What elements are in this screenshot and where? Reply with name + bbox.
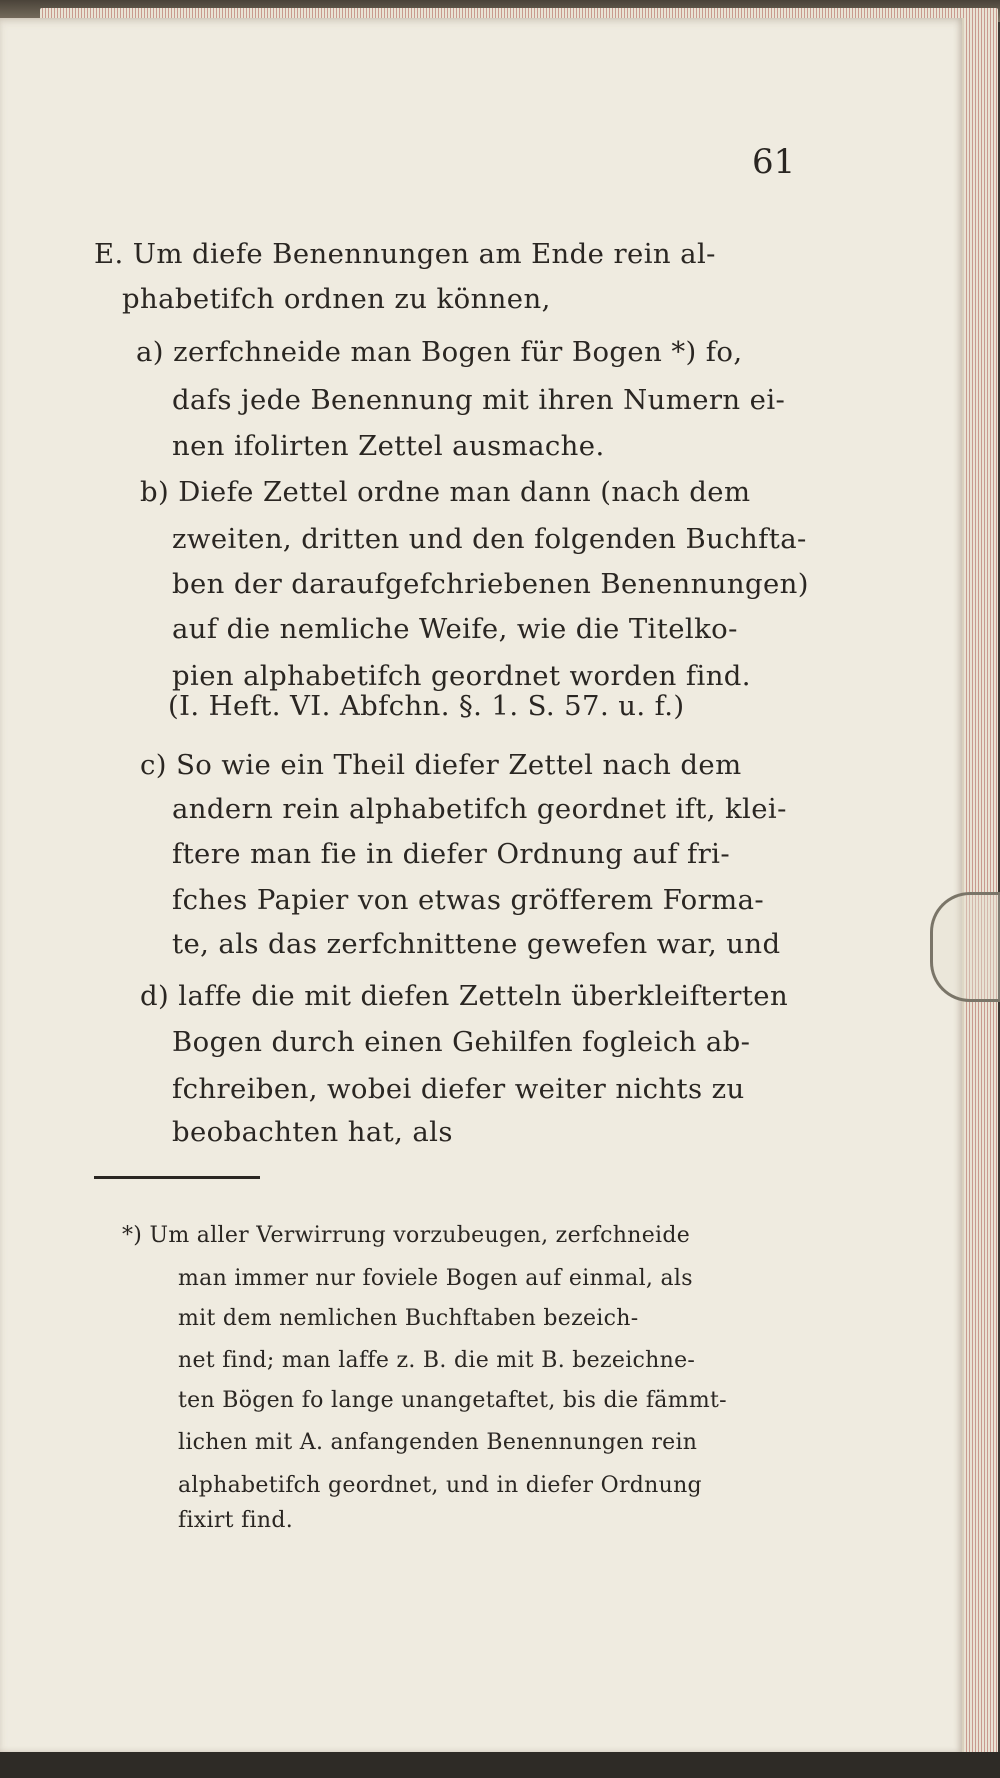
- body-line: (I. Heft. VI. Abfchn. §. 1. S. 57. u. f.): [168, 690, 685, 722]
- body-line: dafs jede Benennung mit ihren Numern ei-: [172, 384, 786, 416]
- body-line: b) Diefe Zettel ordne man dann (nach dem: [140, 476, 751, 508]
- body-line: pien alphabetifch geordnet worden find.: [172, 660, 751, 692]
- footnote-line: mit dem nemlichen Buchftaben bezeich-: [178, 1306, 639, 1331]
- footnote-line: *) Um aller Verwirrung vorzubeugen, zerfchneide: [122, 1223, 691, 1248]
- page-text: [0, 18, 962, 1752]
- body-line: andern rein alphabetifch geordnet ift, klei-: [172, 793, 787, 825]
- body-line: auf die nemliche Weife, wie die Titelko-: [172, 613, 738, 645]
- footnote-line: net find; man laffe z. B. die mit B. bezeichne-: [178, 1348, 696, 1373]
- footnote-line: fixirt find.: [178, 1508, 293, 1533]
- footnote-line: man immer nur foviele Bogen auf einmal, als: [178, 1266, 693, 1291]
- body-line: a) zerfchneide man Bogen für Bogen *) fo,: [136, 336, 743, 368]
- body-line: beobachten hat, als: [172, 1116, 453, 1148]
- body-line: fches Papier von etwas gröfferem Forma-: [172, 884, 765, 916]
- body-line: E. Um diefe Benennungen am Ende rein al-: [94, 238, 716, 270]
- footnote-line: ten Bögen fo lange unangetaftet, bis die fämmt-: [178, 1388, 727, 1413]
- body-line: ftere man fie in diefer Ordnung auf fri-: [172, 838, 731, 870]
- book-page: [0, 18, 964, 1752]
- footnote-rule: [94, 1176, 260, 1179]
- body-line: Bogen durch einen Gehilfen fogleich ab-: [172, 1026, 751, 1058]
- body-line: fchreiben, wobei diefer weiter nichts zu: [172, 1073, 745, 1105]
- body-line: d) laffe die mit diefen Zetteln überkleifterten: [140, 980, 789, 1012]
- body-line: ben der daraufgefchriebenen Benennungen): [172, 568, 809, 600]
- bottom-edge-shadow: [0, 1752, 1000, 1778]
- body-line: c) So wie ein Theil diefer Zettel nach dem: [140, 749, 742, 781]
- body-line: zweiten, dritten und den folgenden Buchfta-: [172, 523, 807, 555]
- footnote-line: alphabetifch geordnet, und in diefer Ordnung: [178, 1473, 702, 1498]
- body-line: te, als das zerfchnittene gewefen war, und: [172, 928, 781, 960]
- page-clip-tab: [930, 892, 1000, 1002]
- page-number: 61: [752, 142, 796, 182]
- body-line: phabetifch ordnen zu können,: [122, 283, 551, 315]
- footnote-line: lichen mit A. anfangenden Benennungen rein: [178, 1430, 698, 1455]
- body-line: nen ifolirten Zettel ausmache.: [172, 430, 605, 462]
